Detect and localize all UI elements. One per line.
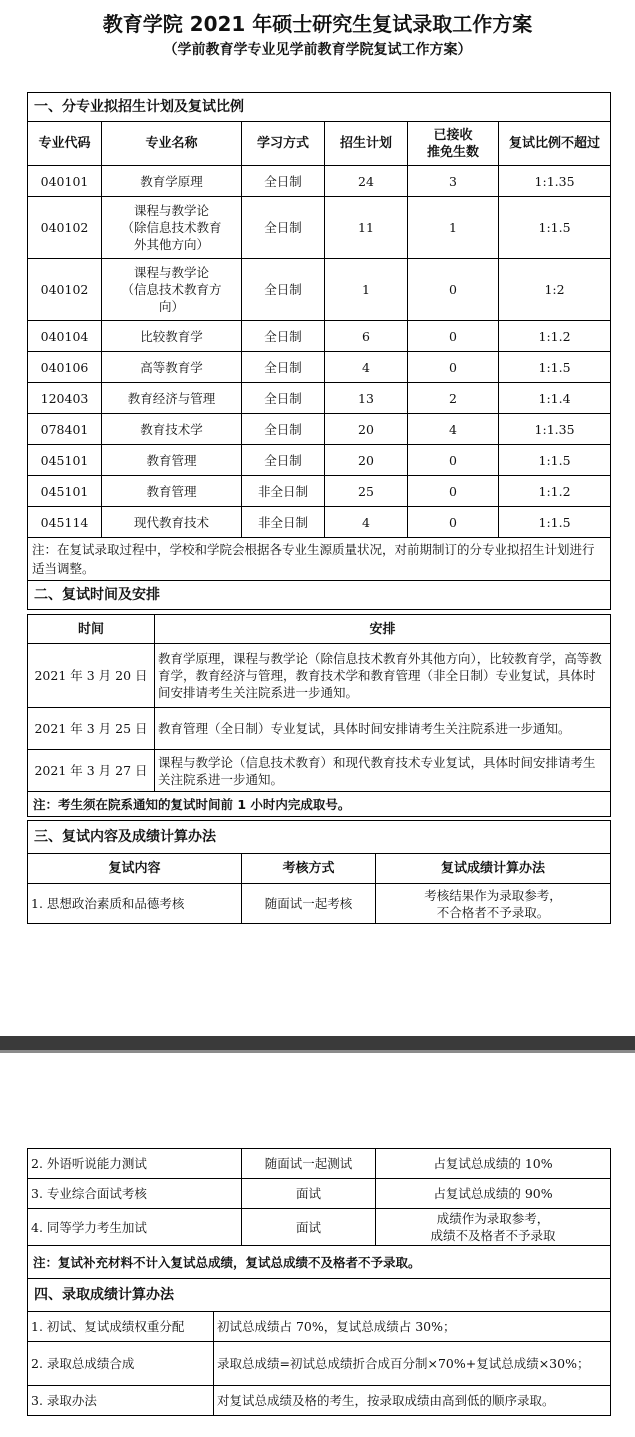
admission-cell: 对复试总成绩及格的考生，按录取成绩由高到低的顺序录取。 (214, 1386, 611, 1416)
content-cell: 1. 思想政治素质和品德考核 (28, 884, 242, 924)
table-row (28, 750, 611, 792)
admission-cell: 1. 初试、复试成绩权重分配 (28, 1312, 214, 1342)
table-row (28, 352, 611, 383)
col-header: 复试成绩计算办法 (376, 854, 611, 884)
admission-cell: 2. 录取总成绩合成 (28, 1342, 214, 1386)
table-row (28, 644, 611, 708)
col-header: 招生计划 (325, 122, 408, 166)
table-cell: 1 (408, 197, 499, 259)
table-row (28, 414, 611, 445)
table-cell: 045114 (28, 507, 102, 538)
content-cell: 面试 (242, 1179, 376, 1209)
col-header: 专业代码 (28, 122, 102, 166)
table-cell: 1:1.35 (499, 166, 611, 197)
table-cell: 课程与教学论 （信息技术教育方 向） (102, 259, 242, 321)
col-header: 学习方式 (242, 122, 325, 166)
table-cell: 1:2 (499, 259, 611, 321)
table-cell: 20 (325, 445, 408, 476)
content-table-p2 (27, 1148, 611, 1279)
table-cell: 全日制 (242, 166, 325, 197)
table-cell: 2021 年 3 月 27 日 (28, 750, 155, 792)
table-cell: 040102 (28, 259, 102, 321)
page-break (0, 1036, 635, 1050)
table-cell: 全日制 (242, 414, 325, 445)
table-cell: 2021 年 3 月 20 日 (28, 644, 155, 708)
table-cell: 0 (408, 352, 499, 383)
table-cell: 教育技术学 (102, 414, 242, 445)
table-cell: 教育学原理，课程与教学论（除信息技术教育外其他方向），比较教育学，高等教育学，教育经济与管理，教育技术学和教育管理（非全日制）专业复试，具体时间安排请考生关注院系进一步通知。 (155, 644, 611, 708)
document-title: 教育学院 2021 年硕士研究生复试录取工作方案 (102, 12, 533, 36)
section4-heading: 四、录取成绩计算办法 (28, 1279, 611, 1312)
table-cell: 2 (408, 383, 499, 414)
section2-heading: 二、复试时间及安排 (28, 581, 611, 610)
content-cell: 占复试总成绩的 10% (376, 1149, 611, 1179)
table-cell: 4 (325, 352, 408, 383)
table-cell: 040106 (28, 352, 102, 383)
table-cell: 1:1.5 (499, 197, 611, 259)
table-cell: 现代教育技术 (102, 507, 242, 538)
table-cell: 25 (325, 476, 408, 507)
section2-note: 注：考生须在院系通知的复试时间前 1 小时内完成取号。 (28, 792, 611, 817)
admission-cell: 初试总成绩占 70%，复试总成绩占 30%； (214, 1312, 611, 1342)
col-header: 已接收 推免生数 (408, 122, 499, 166)
table-cell: 040102 (28, 197, 102, 259)
table-cell: 045101 (28, 445, 102, 476)
table-cell: 比较教育学 (102, 321, 242, 352)
table-cell: 0 (408, 445, 499, 476)
plan-table-body (28, 166, 611, 538)
table-cell: 1:1.35 (499, 414, 611, 445)
table-row (28, 708, 611, 750)
table-cell: 全日制 (242, 259, 325, 321)
table-cell: 1:1.2 (499, 476, 611, 507)
table-cell: 1:1.2 (499, 321, 611, 352)
table-cell: 1:1.5 (499, 352, 611, 383)
table-cell: 教育管理 (102, 476, 242, 507)
table-cell: 1 (325, 259, 408, 321)
table-cell: 0 (408, 507, 499, 538)
table-cell: 全日制 (242, 197, 325, 259)
table-cell: 非全日制 (242, 507, 325, 538)
table-row (28, 321, 611, 352)
table-row (28, 507, 611, 538)
table-cell: 4 (408, 414, 499, 445)
table-cell: 1:1.5 (499, 507, 611, 538)
document-subtitle: （学前教育学专业见学前教育学院复试工作方案） (163, 42, 472, 58)
table-cell: 课程与教学论 （除信息技术教育 外其他方向） (102, 197, 242, 259)
content-cell: 考核结果作为录取参考， 不合格者不予录取。 (376, 884, 611, 924)
section1-note: 注：在复试录取过程中，学校和学院会根据各专业生源质量状况，对前期制订的分专业拟招生计划进行适当调整。 (28, 538, 611, 581)
table-cell: 全日制 (242, 383, 325, 414)
plan-table (27, 92, 611, 610)
col-header: 复试比例不超过 (499, 122, 611, 166)
schedule-table (27, 614, 611, 817)
col-header: 考核方式 (242, 854, 376, 884)
section1-heading: 一、分专业拟招生计划及复试比例 (28, 93, 611, 122)
table-cell: 0 (408, 321, 499, 352)
table-cell: 4 (325, 507, 408, 538)
schedule-table-body (28, 644, 611, 792)
page-break-edge (0, 1050, 635, 1053)
content-table-p1 (27, 820, 611, 924)
table-cell: 3 (408, 166, 499, 197)
table-cell: 2021 年 3 月 25 日 (28, 708, 155, 750)
content-cell: 随面试一起考核 (242, 884, 376, 924)
content-cell: 随面试一起测试 (242, 1149, 376, 1179)
table-cell: 教育管理 (102, 445, 242, 476)
col-header: 安排 (155, 615, 611, 644)
admission-cell: 3. 录取办法 (28, 1386, 214, 1416)
content-cell: 3. 专业综合面试考核 (28, 1179, 242, 1209)
table-cell: 040101 (28, 166, 102, 197)
admission-table (27, 1278, 611, 1416)
content-cell: 面试 (242, 1209, 376, 1246)
table-cell: 课程与教学论（信息技术教育）和现代教育技术专业复试，具体时间安排请考生关注院系进一步通知。 (155, 750, 611, 792)
table-cell: 全日制 (242, 445, 325, 476)
table-cell: 高等教育学 (102, 352, 242, 383)
table-cell: 全日制 (242, 352, 325, 383)
table-cell: 1:1.4 (499, 383, 611, 414)
table-cell: 24 (325, 166, 408, 197)
table-cell: 非全日制 (242, 476, 325, 507)
content-cell: 占复试总成绩的 90% (376, 1179, 611, 1209)
table-row (28, 197, 611, 259)
table-cell: 045101 (28, 476, 102, 507)
section3-heading: 三、复试内容及成绩计算办法 (28, 821, 611, 854)
table-cell: 0 (408, 259, 499, 321)
table-cell: 教育管理（全日制）专业复试，具体时间安排请考生关注院系进一步通知。 (155, 708, 611, 750)
table-cell: 20 (325, 414, 408, 445)
table-cell: 全日制 (242, 321, 325, 352)
table-row (28, 166, 611, 197)
table-cell: 教育学原理 (102, 166, 242, 197)
col-header: 专业名称 (102, 122, 242, 166)
content-cell: 成绩作为录取参考， 成绩不及格者不予录取 (376, 1209, 611, 1246)
table-cell: 11 (325, 197, 408, 259)
section3-note: 注：复试补充材料不计入复试总成绩，复试总成绩不及格者不予录取。 (28, 1246, 611, 1279)
table-row (28, 476, 611, 507)
table-row (28, 259, 611, 321)
content-cell: 2. 外语听说能力测试 (28, 1149, 242, 1179)
admission-cell: 录取总成绩=初试总成绩折合成百分制×70%+复试总成绩×30%； (214, 1342, 611, 1386)
table-cell: 078401 (28, 414, 102, 445)
table-cell: 0 (408, 476, 499, 507)
table-cell: 教育经济与管理 (102, 383, 242, 414)
table-row (28, 383, 611, 414)
table-cell: 040104 (28, 321, 102, 352)
table-cell: 1:1.5 (499, 445, 611, 476)
table-cell: 120403 (28, 383, 102, 414)
col-header: 时间 (28, 615, 155, 644)
col-header: 复试内容 (28, 854, 242, 884)
table-cell: 13 (325, 383, 408, 414)
table-row (28, 445, 611, 476)
table-cell: 6 (325, 321, 408, 352)
content-cell: 4. 同等学力考生加试 (28, 1209, 242, 1246)
